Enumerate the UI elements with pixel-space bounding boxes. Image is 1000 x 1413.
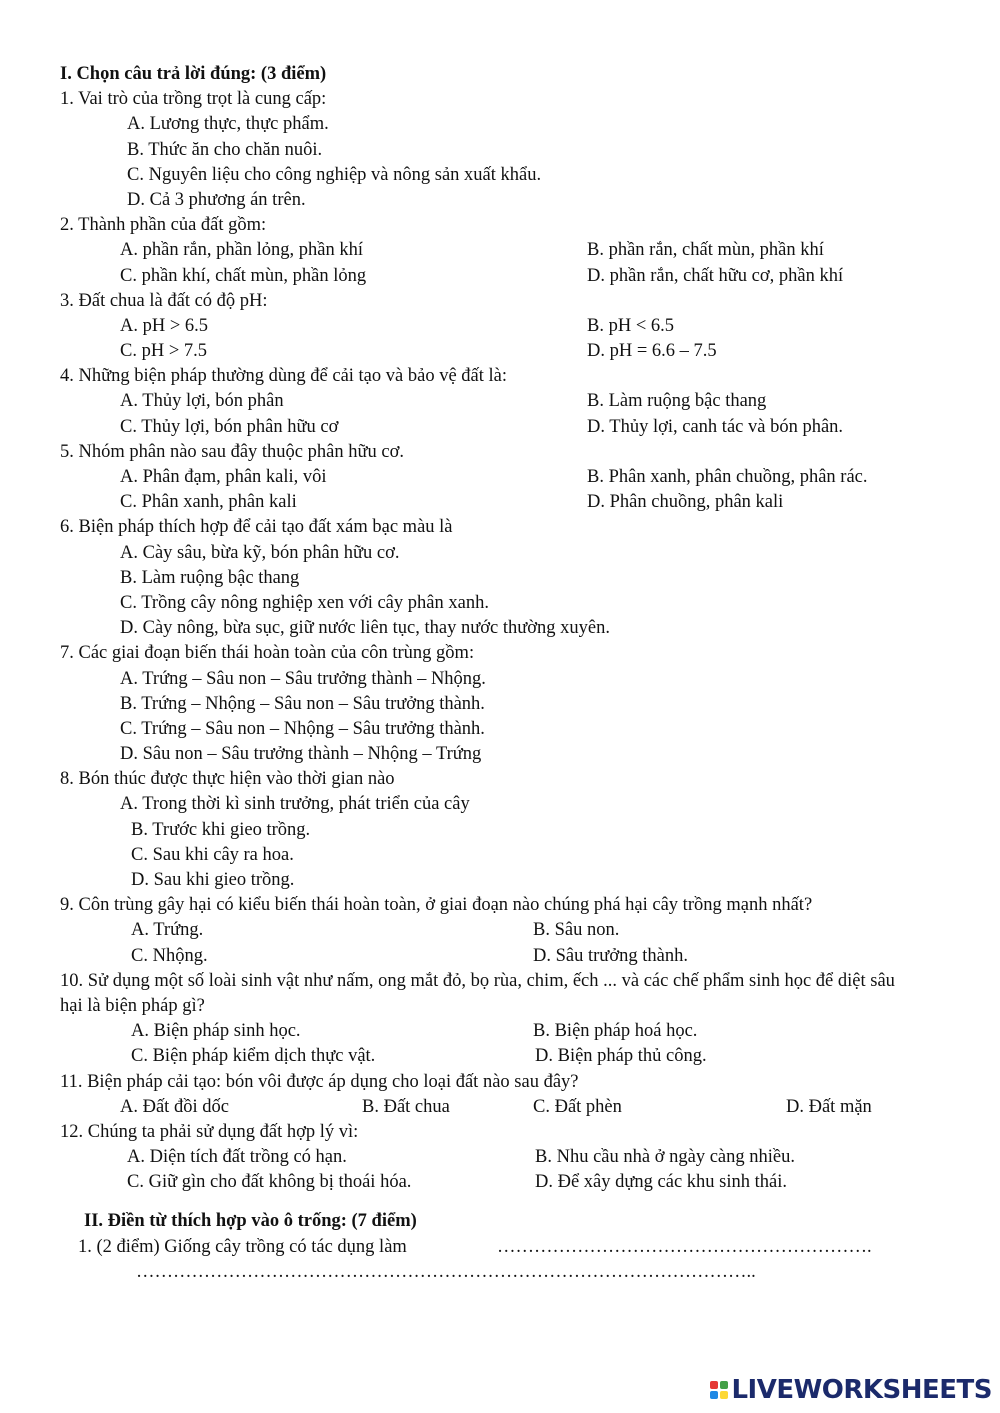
liveworksheets-logo-text: LIVEWORKSHEETS (731, 1375, 992, 1405)
question-2: 2. Thành phần của đất gồm: (60, 215, 267, 236)
q11-option-d[interactable]: D. Đất mặn (786, 1096, 872, 1117)
question-6: 6. Biện pháp thích hợp để cải tạo đất xám bạc màu là (60, 517, 453, 538)
question-5: 5. Nhóm phân nào sau đây thuộc phân hữu cơ. (60, 441, 405, 462)
q5-option-b[interactable]: B. Phân xanh, phân chuồng, phân rác. (587, 467, 868, 487)
q7-option-d[interactable]: D. Sâu non – Sâu trưởng thành – Nhộng – Trứng (120, 744, 482, 765)
q9-option-b[interactable]: B. Sâu non. (533, 920, 620, 941)
q2-option-c[interactable]: C. phần khí, chất mùn, phần lỏng (120, 265, 367, 286)
q6-option-b[interactable]: B. Làm ruộng bậc thang (120, 567, 300, 588)
fill-item-1-blank-line-2[interactable]: ……………………………………………………………………………………….. (136, 1261, 756, 1282)
q12-option-c[interactable]: C. Giữ gìn cho đất không bị thoái hóa. (127, 1172, 412, 1193)
q2-option-a[interactable]: A. phần rắn, phần lỏng, phần khí (120, 240, 364, 261)
q4-option-a[interactable]: A. Thủy lợi, bón phân (120, 391, 284, 412)
q7-option-a[interactable]: A. Trứng – Sâu non – Sâu trưởng thành – Nhộng. (120, 668, 486, 689)
q8-option-a[interactable]: A. Trong thời kì sinh trưởng, phát triển của cây (120, 794, 470, 815)
q5-option-c[interactable]: C. Phân xanh, phân kali (120, 492, 297, 513)
q8-option-c[interactable]: C. Sau khi cây ra hoa. (131, 844, 294, 865)
question-4: 4. Những biện pháp thường dùng để cải tạo và bảo vệ đất là: (60, 366, 507, 387)
q10-option-b[interactable]: B. Biện pháp hoá học. (533, 1021, 698, 1042)
fill-item-1-blank[interactable]: ……………………………………………………. (497, 1236, 872, 1257)
question-9: 9. Côn trùng gây hại có kiểu biến thái hoàn toàn, ở giai đoạn nào chúng phá hại cây trồng mạnh nhất? (60, 895, 813, 916)
q10-option-a[interactable]: A. Biện pháp sinh học. (131, 1021, 301, 1042)
q11-option-c[interactable]: C. Đất phèn (533, 1096, 622, 1117)
q10-option-d[interactable]: D. Biện pháp thủ công. (535, 1046, 707, 1067)
q6-option-d[interactable]: D. Cày nông, bừa sục, giữ nước liên tục, thay nước thường xuyên. (120, 618, 610, 639)
q9-option-a[interactable]: A. Trứng. (131, 920, 204, 941)
q3-option-a[interactable]: A. pH > 6.5 (120, 315, 209, 336)
q12-option-b[interactable]: B. Nhu cầu nhà ở ngày càng nhiều. (535, 1147, 795, 1168)
section-1-heading: I. Chọn câu trả lời đúng: (3 điểm) (60, 64, 327, 84)
q11-option-a[interactable]: A. Đất đồi dốc (120, 1096, 229, 1117)
q1-option-c[interactable]: C. Nguyên liệu cho công nghiệp và nông sản xuất khẩu. (127, 164, 542, 185)
q8-option-d[interactable]: D. Sau khi gieo trồng. (131, 870, 295, 890)
question-8: 8. Bón thúc được thực hiện vào thời gian nào (60, 769, 395, 790)
q1-option-a[interactable]: A. Lương thực, thực phẩm. (127, 114, 329, 135)
q10-option-c[interactable]: C. Biện pháp kiểm dịch thực vật. (131, 1046, 376, 1067)
question-11: 11. Biện pháp cải tạo: bón vôi được áp dụng cho loại đất nào sau đây? (60, 1071, 579, 1092)
question-7: 7. Các giai đoạn biến thái hoàn toàn của côn trùng gồm: (60, 643, 475, 664)
q7-option-b[interactable]: B. Trứng – Nhộng – Sâu non – Sâu trưởng thành. (120, 693, 485, 714)
q2-option-d[interactable]: D. phần rắn, chất hữu cơ, phần khí (587, 265, 844, 286)
q1-option-b[interactable]: B. Thức ăn cho chăn nuôi. (127, 139, 323, 160)
q3-option-d[interactable]: D. pH = 6.6 – 7.5 (587, 341, 717, 362)
q7-option-c[interactable]: C. Trứng – Sâu non – Nhộng – Sâu trưởng thành. (120, 718, 485, 739)
q4-option-c[interactable]: C. Thủy lợi, bón phân hữu cơ (120, 416, 339, 437)
fill-item-1 (60, 1235, 960, 1260)
liveworksheets-logo (710, 1375, 992, 1405)
q2-option-b[interactable]: B. phần rắn, chất mùn, phần khí (587, 240, 824, 261)
q3-option-b[interactable]: B. pH < 6.5 (587, 315, 675, 336)
q6-option-a[interactable]: A. Cày sâu, bừa kỹ, bón phân hữu cơ. (120, 542, 400, 563)
worksheet-page (60, 62, 960, 1285)
q5-option-a[interactable]: A. Phân đạm, phân kali, vôi (120, 467, 327, 487)
question-12: 12. Chúng ta phải sử dụng đất hợp lý vì: (60, 1121, 359, 1142)
question-10: 10. Sử dụng một số loài sinh vật như nấm, ong mắt đỏ, bọ rùa, chim, ếch ... và các chế phẩm sinh học để diệt sâu hại là biện pháp gì? (60, 970, 895, 1016)
fill-item-1-prompt: 1. (2 điểm) Giống cây trồng có tác dụng làm (78, 1236, 407, 1257)
q8-option-b[interactable]: B. Trước khi gieo trồng. (131, 819, 311, 840)
q9-option-d[interactable]: D. Sâu trưởng thành. (533, 945, 688, 966)
q3-option-c[interactable]: C. pH > 7.5 (120, 341, 208, 362)
q5-option-d[interactable]: D. Phân chuồng, phân kali (587, 492, 784, 513)
q6-option-c[interactable]: C. Trồng cây nông nghiệp xen với cây phân xanh. (120, 592, 489, 613)
question-3: 3. Đất chua là đất có độ pH: (60, 290, 268, 311)
q12-option-d[interactable]: D. Để xây dựng các khu sinh thái. (535, 1172, 788, 1193)
q4-option-d[interactable]: D. Thủy lợi, canh tác và bón phân. (587, 416, 844, 437)
q12-option-a[interactable]: A. Diện tích đất trồng có hạn. (127, 1147, 347, 1168)
liveworksheets-logo-icon (710, 1381, 728, 1399)
q9-option-c[interactable]: C. Nhộng. (131, 945, 208, 966)
q11-option-b[interactable]: B. Đất chua (362, 1096, 450, 1117)
question-1: 1. Vai trò của trồng trọt là cung cấp: (60, 89, 327, 110)
q1-option-d[interactable]: D. Cả 3 phương án trên. (127, 189, 306, 210)
section-2-heading: II. Điền từ thích hợp vào ô trống: (7 điểm) (84, 1211, 417, 1232)
q4-option-b[interactable]: B. Làm ruộng bậc thang (587, 391, 767, 412)
